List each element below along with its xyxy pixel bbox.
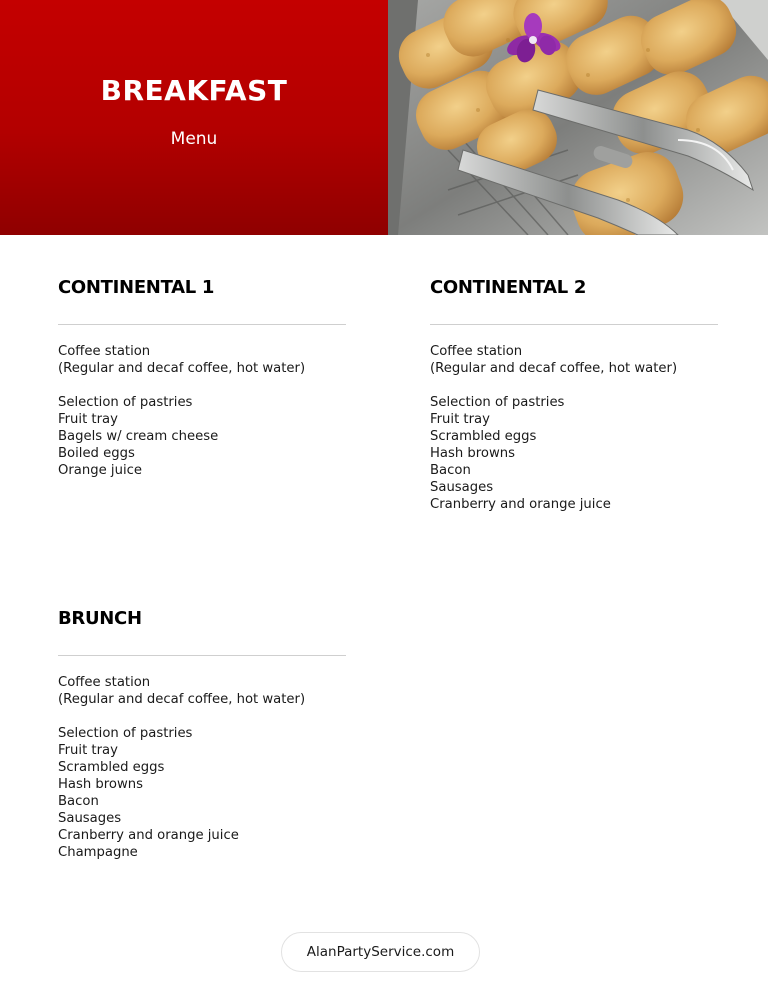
section-title: CONTINENTAL 1 bbox=[58, 277, 215, 298]
menu-section-continental-1 bbox=[58, 276, 346, 486]
section-title: BRUNCH bbox=[58, 608, 142, 629]
hash-browns-buffet-photo bbox=[388, 0, 768, 235]
list-item: Orange juice bbox=[58, 463, 142, 478]
list-item: Boiled eggs bbox=[58, 446, 135, 461]
menu-section-continental-2 bbox=[430, 276, 718, 526]
section-divider bbox=[58, 655, 346, 656]
coffee-station-detail: (Regular and decaf coffee, hot water) bbox=[58, 692, 306, 707]
coffee-station-line: Coffee station bbox=[58, 675, 151, 690]
list-item: Bagels w/ cream cheese bbox=[58, 429, 219, 444]
list-item: Scrambled eggs bbox=[58, 760, 165, 775]
list-item: Bacon bbox=[58, 794, 99, 809]
list-item: Hash browns bbox=[430, 446, 516, 461]
list-item: Hash browns bbox=[58, 777, 144, 792]
title-panel bbox=[0, 0, 388, 235]
section-title: CONTINENTAL 2 bbox=[430, 277, 587, 298]
list-item: Bacon bbox=[430, 463, 471, 478]
section-divider bbox=[58, 324, 346, 325]
list-item: Selection of pastries bbox=[58, 726, 193, 741]
header-banner bbox=[0, 0, 768, 235]
list-item: Fruit tray bbox=[58, 412, 118, 427]
list-item: Selection of pastries bbox=[430, 395, 565, 410]
section-items bbox=[430, 343, 750, 513]
list-item: Champagne bbox=[58, 845, 138, 860]
coffee-station-detail: (Regular and decaf coffee, hot water) bbox=[430, 361, 678, 376]
section-items bbox=[58, 343, 378, 479]
list-item: Sausages bbox=[58, 811, 122, 826]
coffee-station-line: Coffee station bbox=[430, 344, 523, 359]
menu-section-brunch bbox=[58, 607, 346, 867]
section-divider bbox=[430, 324, 718, 325]
list-item: Sausages bbox=[430, 480, 494, 495]
page-subtitle: Menu bbox=[170, 129, 218, 149]
list-item: Scrambled eggs bbox=[430, 429, 537, 444]
list-item: Cranberry and orange juice bbox=[58, 828, 239, 843]
list-item: Selection of pastries bbox=[58, 395, 193, 410]
list-item: Fruit tray bbox=[58, 743, 118, 758]
page-title: BREAKFAST bbox=[100, 74, 288, 107]
list-item: Fruit tray bbox=[430, 412, 490, 427]
list-item: Cranberry and orange juice bbox=[430, 497, 611, 512]
coffee-station-line: Coffee station bbox=[58, 344, 151, 359]
website-link[interactable]: AlanPartyService.com bbox=[281, 932, 480, 972]
coffee-station-detail: (Regular and decaf coffee, hot water) bbox=[58, 361, 306, 376]
section-items bbox=[58, 674, 378, 861]
